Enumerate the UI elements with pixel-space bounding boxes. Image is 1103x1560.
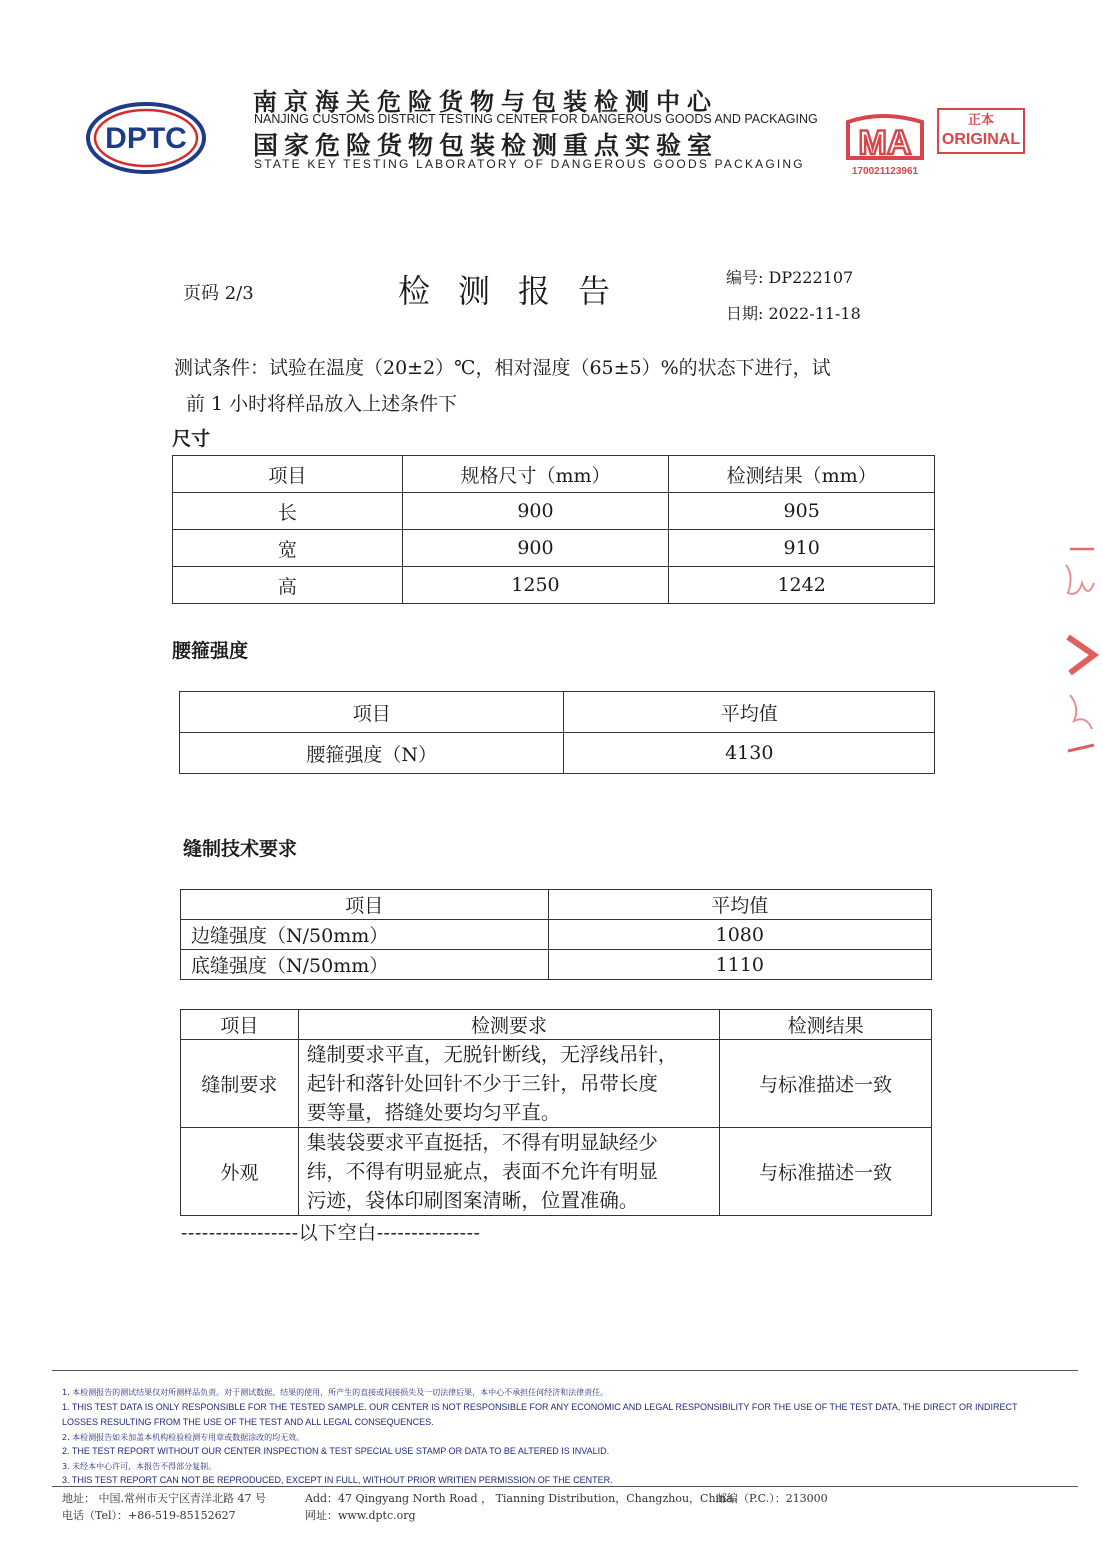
- dptc-logo: [86, 102, 206, 174]
- requirement-text: 集装袋要求平直挺括，不得有明显缺经少 纬，不得有明显疵点，表面不允许有明显 污迹，袋体印刷图案清晰，位置准确。: [298, 1128, 719, 1216]
- logo-text: DPTC: [105, 122, 187, 155]
- footer-divider: [52, 1486, 1078, 1487]
- date-label: 日期:: [726, 304, 764, 323]
- table-cell: 外观: [181, 1128, 299, 1216]
- address-en: Add：47 Qingyang North Road ， Tianning Distribution，Changzhou，China: [305, 1492, 733, 1505]
- header-cell: 检测要求: [298, 1010, 719, 1040]
- report-number: DP222107: [768, 268, 854, 287]
- table-cell: 900: [402, 493, 669, 530]
- table-row: [180, 733, 935, 774]
- hoop-heading: 腰箍强度: [172, 640, 249, 662]
- table-cell: 腰箍强度（N）: [180, 733, 564, 774]
- address-cn: 地址： 中国.常州市天宁区青洋北路 47 号: [62, 1492, 266, 1505]
- end-mark: -----------------以下空白---------------: [181, 1222, 481, 1244]
- header-cell: 项目: [180, 692, 564, 733]
- table-cell: 900: [402, 530, 669, 567]
- conditions-line-2: 前 1 小时将样品放入上述条件下: [186, 393, 458, 415]
- header-cell: 项目: [173, 456, 403, 493]
- table-header-row: [181, 890, 932, 920]
- stamp-cn: 正本: [967, 113, 994, 128]
- requirements-table: [180, 1009, 932, 1216]
- sewing-table: [180, 889, 932, 980]
- header-cell: 项目: [181, 890, 549, 920]
- table-cell: 与标准描述一致: [720, 1040, 932, 1128]
- header-cell: 规格尺寸（mm）: [402, 456, 669, 493]
- org-name-en: NANJING CUSTOMS DISTRICT TESTING CENTER FOR DANGEROUS GOODS AND PACKAGING: [254, 112, 818, 126]
- table-cell: 4130: [564, 733, 935, 774]
- table-cell: 与标准描述一致: [720, 1128, 932, 1216]
- lab-name-en: STATE KEY TESTING LABORATORY OF DANGEROUS GOODS PACKAGING: [254, 157, 805, 171]
- table-cell: 长: [173, 493, 403, 530]
- table-cell: 底缝强度（N/50mm）: [181, 950, 549, 980]
- report-meta: [726, 260, 861, 332]
- table-header-row: [180, 692, 935, 733]
- number-label: 编号:: [726, 268, 764, 287]
- table-cell: 高: [173, 567, 403, 604]
- page-number: 页码 2/3: [183, 283, 254, 304]
- cma-seal: [842, 112, 928, 178]
- table-cell: 1250: [402, 567, 669, 604]
- requirement-text: 缝制要求平直，无脱针断线，无浮线吊针， 起针和落针处回针不少于三针，吊带长度 要等量，搭缝处要均匀平直。: [298, 1040, 719, 1128]
- table-cell: 905: [669, 493, 935, 530]
- telephone: 电话（Tel）：+86-519-85152627: [62, 1509, 236, 1522]
- header-cell: 平均值: [548, 890, 931, 920]
- table-cell: 1110: [548, 950, 931, 980]
- table-row: [181, 1040, 932, 1128]
- footer-note: 1. THIS TEST DATA IS ONLY RESPONSIBLE FOR THE TESTED SAMPLE. OUR CENTER IS NOT RESPONSIBLE FOR ANY ECONOMIC AND LEGAL RESPONSIBILITY FOR THE USE OF THE TEST DATA, THE DIRECT OR INDIRECT: [62, 1402, 1018, 1412]
- header-cell: 平均值: [564, 692, 935, 733]
- svg-text:MA: MA: [858, 124, 912, 162]
- original-stamp: [937, 108, 1025, 154]
- footer-note: 3. THIS TEST REPORT CAN NOT BE REPRODUCED, EXCEPT IN FULL, WITHOUT PRIOR WRITIEN PERMISSION OF THE CENTER.: [62, 1475, 613, 1485]
- postcode: 邮编（P.C.）：213000: [716, 1492, 828, 1505]
- table-cell: 1242: [669, 567, 935, 604]
- partial-seal-stamp: [1060, 545, 1100, 760]
- footer-note: 3. 未经本中心许可，本报告不得部分复制。: [62, 1462, 217, 1471]
- table-row: [181, 920, 932, 950]
- footer-note: 2. THE TEST REPORT WITHOUT OUR CENTER INSPECTION & TEST SPECIAL USE STAMP OR DATA TO BE ALTERED IS INVALID.: [62, 1446, 610, 1456]
- stamp-en: ORIGINAL: [941, 131, 1021, 148]
- table-header-row: [173, 456, 935, 493]
- table-cell: 边缝强度（N/50mm）: [181, 920, 549, 950]
- header-cell: 检测结果（mm）: [669, 456, 935, 493]
- lab-name-cn: 国家危险货物包装检测重点实验室: [253, 131, 719, 160]
- report-date: 2022-11-18: [768, 304, 861, 323]
- table-row: [181, 1128, 932, 1216]
- conditions-line-1: 测试条件：试验在温度（20±2）℃，相对湿度（65±5）%的状态下进行，试: [174, 357, 831, 379]
- header-cell: 项目: [181, 1010, 299, 1040]
- table-row: [173, 493, 935, 530]
- table-cell: 宽: [173, 530, 403, 567]
- website: 网址：www.dptc.org: [305, 1509, 416, 1522]
- footer-note: 2. 本检测报告如未加盖本机构检验检测专用章或数据涂改的均无效。: [62, 1433, 305, 1442]
- table-row: [173, 530, 935, 567]
- cma-number: 170021123961: [851, 166, 919, 177]
- hoop-table: [179, 691, 935, 774]
- dimensions-heading: 尺寸: [172, 428, 211, 450]
- report-title: 检测报告: [398, 272, 639, 310]
- header-cell: 检测结果: [720, 1010, 932, 1040]
- sewing-heading: 缝制技术要求: [183, 838, 298, 860]
- org-name-cn: 南京海关危险货物与包装检测中心: [253, 88, 718, 116]
- test-conditions: [174, 350, 934, 422]
- table-row: [173, 567, 935, 604]
- table-cell: 缝制要求: [181, 1040, 299, 1128]
- footer-divider: [52, 1370, 1078, 1371]
- footer-note: 1. 本检测报告的测试结果仅对所测样品负责。对于测试数据、结果的使用，所产生的直接或间接损失及一切法律后果，本中心不承担任何经济和法律责任。: [62, 1388, 609, 1397]
- table-cell: 1080: [548, 920, 931, 950]
- table-cell: 910: [669, 530, 935, 567]
- table-header-row: [181, 1010, 932, 1040]
- footer-note: LOSSES RESULTING FROM THE USE OF THE TEST AND ALL LEGAL CONSEQUENCES.: [62, 1417, 434, 1427]
- dimensions-table: [172, 455, 935, 604]
- table-row: [181, 950, 932, 980]
